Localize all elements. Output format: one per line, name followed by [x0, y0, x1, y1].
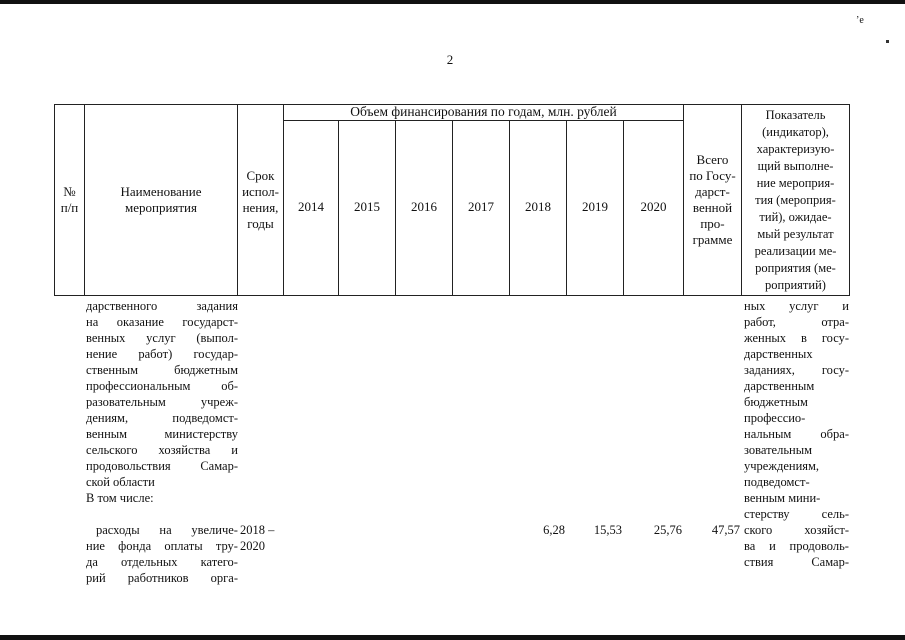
word: услуг — [789, 299, 819, 313]
word: заданиях, — [744, 363, 795, 377]
header-year-2014: 2014 — [298, 199, 324, 214]
header-line: Показатель — [765, 107, 826, 122]
header-line: Наименование — [120, 184, 202, 199]
word: на — [86, 315, 99, 329]
word: профессиональным — [86, 379, 191, 393]
word: катего- — [200, 555, 238, 569]
text-line — [744, 506, 849, 522]
word: фонда — [118, 539, 152, 553]
word: на — [159, 523, 172, 537]
subheading: В том числе: — [86, 491, 154, 505]
header-line: грамме — [692, 232, 733, 247]
word: ных — [744, 299, 766, 313]
word: венным — [86, 427, 128, 441]
word: оказание — [116, 315, 164, 329]
header-line: ние мероприя- — [756, 175, 835, 190]
scan-top-border — [0, 0, 905, 4]
header-line: роприятия (ме- — [755, 260, 836, 275]
header-line: п/п — [60, 200, 79, 215]
text-line — [86, 570, 238, 586]
header-line: годы — [247, 216, 274, 231]
word: Самар- — [200, 459, 238, 473]
text-line: ской области — [86, 475, 155, 489]
word: и — [842, 299, 849, 313]
activity-name-text — [86, 298, 238, 506]
word: работ, — [744, 315, 776, 329]
header-col-number — [55, 105, 84, 295]
sub-activity-name-text — [86, 522, 238, 586]
word: хозяйства — [158, 443, 211, 457]
header-col-indicator — [742, 105, 849, 295]
text-line: подведомст- — [744, 475, 810, 489]
word: Самар- — [811, 555, 849, 569]
text-line — [86, 410, 238, 426]
header-funding-title: Объем финансирования по годам, млн. рублей — [350, 104, 617, 119]
header-year-2016: 2016 — [411, 199, 437, 214]
text-line: дарственных — [744, 347, 813, 361]
word: работников — [127, 571, 189, 585]
header-line: Всего — [696, 152, 729, 167]
header-line: характеризую- — [756, 141, 835, 156]
text-line — [86, 554, 238, 570]
word: государст- — [182, 315, 238, 329]
term-start: 2018 – — [240, 523, 275, 537]
text-line — [86, 458, 238, 474]
header-line: мероприятия — [124, 200, 197, 215]
header-line: испол- — [242, 184, 279, 199]
word: услуг — [146, 331, 176, 345]
word: рий — [86, 571, 106, 585]
header-line: по Госу- — [689, 168, 736, 183]
text-line — [744, 538, 849, 554]
word: ва — [744, 539, 756, 553]
header-year-2015: 2015 — [354, 199, 380, 214]
header-line: реализации ме- — [754, 243, 837, 258]
text-line — [744, 522, 849, 538]
text-line — [744, 314, 849, 330]
word: (выпол- — [196, 331, 238, 345]
word: госу- — [821, 363, 849, 377]
text-line: венным мини- — [744, 491, 821, 505]
value-total: 47,57 — [711, 523, 740, 537]
text-line: учреждениям, — [744, 459, 820, 473]
header-line: Срок — [246, 168, 275, 183]
text-line — [86, 538, 238, 554]
word: госу- — [821, 331, 849, 345]
value-2019: 15,53 — [593, 523, 622, 537]
header-year-2019: 2019 — [582, 199, 608, 214]
header-line: № — [63, 184, 76, 199]
indicator-text — [744, 298, 849, 570]
word: ственным — [86, 363, 139, 377]
word: ского — [744, 523, 773, 537]
header-line: про- — [700, 216, 725, 231]
word: оплаты — [164, 539, 203, 553]
word: ствия — [744, 555, 774, 569]
header-year-2018: 2018 — [525, 199, 551, 214]
word: разовательным — [86, 395, 166, 409]
scan-bottom-border — [0, 635, 905, 640]
word: сельского — [86, 443, 138, 457]
word: нение — [86, 347, 118, 361]
text-line — [86, 346, 238, 362]
text-line: дарственным — [744, 379, 815, 393]
word: отра- — [821, 315, 849, 329]
word: министерству — [164, 427, 238, 441]
header-line: щий выполне- — [757, 158, 834, 173]
text-line: зовательным — [744, 443, 813, 457]
word: дениям, — [86, 411, 129, 425]
value-2018: 6,28 — [543, 523, 565, 537]
header-line: роприятий) — [765, 277, 826, 292]
word: отдельных — [120, 555, 178, 569]
text-line — [86, 330, 238, 346]
word: подведомст- — [172, 411, 238, 425]
text-line — [86, 426, 238, 442]
word: продоволь- — [789, 539, 849, 553]
word: нальным — [744, 427, 792, 441]
text-line — [744, 554, 849, 570]
word: бюджетным — [174, 363, 238, 377]
text-line — [86, 378, 238, 394]
header-line: мый результат — [757, 226, 834, 241]
word: да — [86, 555, 98, 569]
text-line — [86, 522, 238, 538]
text-line — [744, 426, 849, 442]
text-line: профессио- — [744, 411, 806, 425]
word: обра- — [820, 427, 849, 441]
word: тру- — [215, 539, 238, 553]
header-line: (индикатор), — [762, 124, 829, 139]
text-line — [86, 362, 238, 378]
header-col-total — [684, 105, 741, 295]
page-number: 2 — [446, 52, 454, 67]
header-year-2020: 2020 — [640, 199, 667, 214]
word: орга- — [210, 571, 238, 585]
term-end: 2020 — [240, 539, 265, 553]
word: государ- — [193, 347, 238, 361]
word: ние — [86, 539, 105, 553]
word: венных — [86, 331, 126, 345]
value-2020: 25,76 — [653, 523, 682, 537]
header-line: дарст- — [695, 184, 730, 199]
word: об- — [221, 379, 238, 393]
header-year-2017: 2017 — [468, 199, 494, 214]
text-line — [86, 314, 238, 330]
word: стерству — [744, 507, 790, 521]
word: учреж- — [200, 395, 238, 409]
text-line — [86, 394, 238, 410]
header-line: тий), ожидае- — [759, 209, 832, 224]
header-col-name — [85, 105, 237, 295]
word: женных — [744, 331, 787, 345]
header-line: тия (мероприя- — [755, 192, 836, 207]
text-line — [744, 298, 849, 314]
word: продовольствия — [86, 459, 171, 473]
word: расходы — [96, 523, 140, 537]
header-line: нения, — [242, 200, 279, 215]
word: и — [769, 539, 776, 553]
text-line: бюджетным — [744, 395, 808, 409]
text-line — [744, 362, 849, 378]
term-cell — [240, 522, 284, 554]
word: задания — [196, 299, 238, 313]
corner-mark: ’е — [856, 15, 864, 26]
text-line — [744, 330, 849, 346]
word: сель- — [821, 507, 849, 521]
word: в — [800, 331, 807, 345]
text-line — [86, 442, 238, 458]
text-line — [86, 298, 238, 314]
scan-speck — [886, 40, 889, 43]
word: дарственного — [86, 299, 158, 313]
header-line: венной — [692, 200, 733, 215]
header-col-term — [238, 105, 283, 295]
word: увеличе- — [191, 523, 238, 537]
word: и — [231, 443, 238, 457]
word: хозяйст- — [804, 523, 849, 537]
word: работ) — [138, 347, 173, 361]
